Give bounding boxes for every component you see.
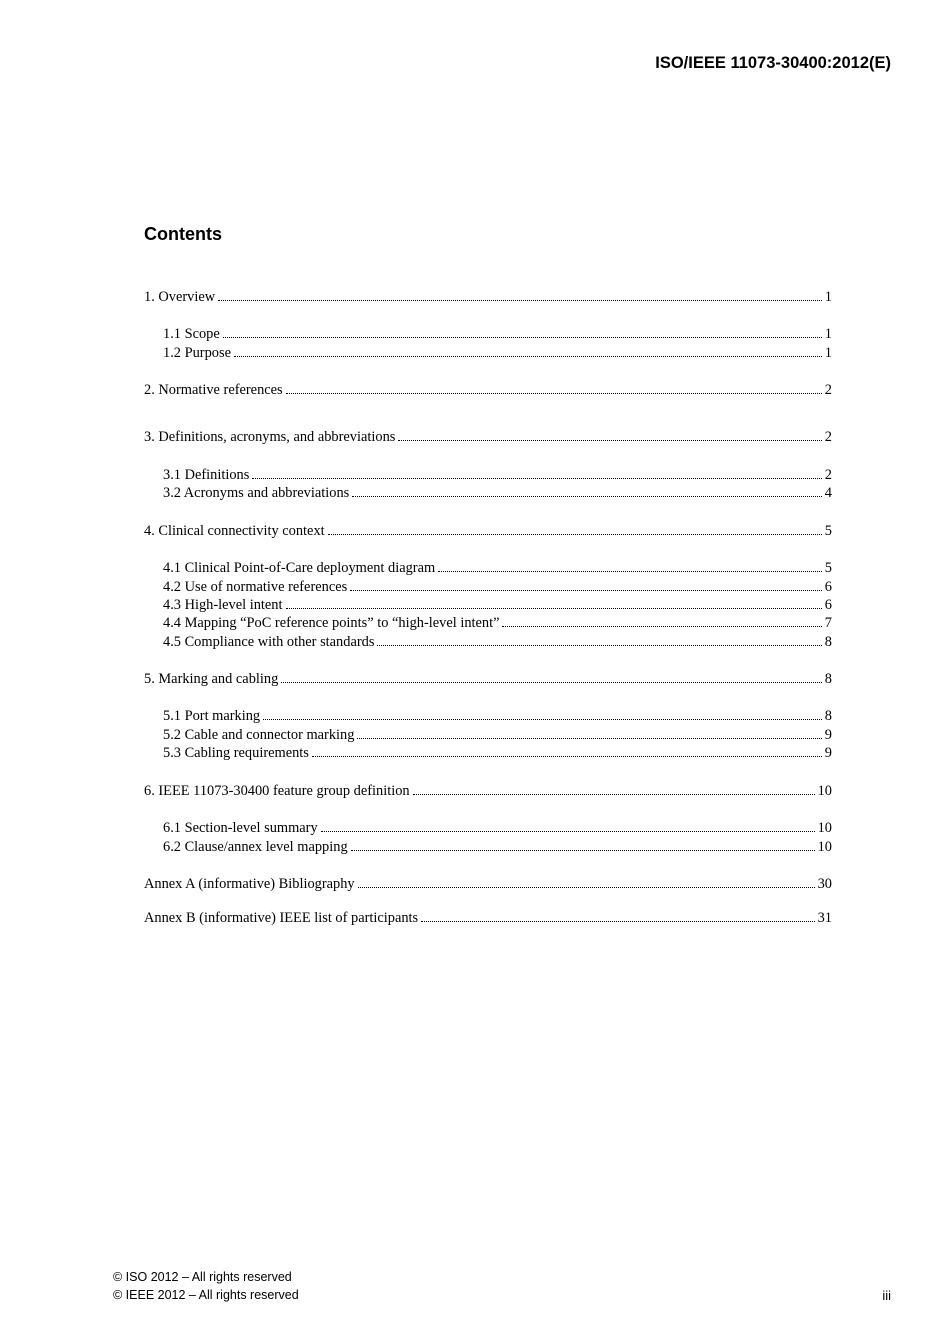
toc-entry-text: 1.1 Scope [163,326,220,342]
toc-entry-page: 6 [824,579,832,595]
toc-entry-text: 5.3 Cabling requirements [163,745,309,761]
toc-entry-text: Annex A (informative) Bibliography [144,876,355,892]
toc-entry-page: 6 [824,597,832,613]
toc-entry[interactable] [163,559,832,577]
toc-entry-text: 4.4 Mapping “PoC reference points” to “high-level intent” [163,615,500,631]
toc-entry-page: 7 [824,615,832,631]
toc-entry-page: 9 [824,745,832,761]
toc-leader-dots [357,738,821,739]
toc-entry-page: 1 [824,289,832,305]
toc-entry-text: 5.1 Port marking [163,708,261,724]
toc-entry-page: 10 [817,783,832,799]
toc-entry-text: 3.2 Acronyms and abbreviations [163,485,350,501]
toc-entry-page: 5 [824,560,832,576]
toc-entry[interactable] [163,726,832,744]
toc-leader-dots [218,300,822,301]
toc-leader-dots [286,393,822,394]
toc-entry[interactable] [144,288,832,306]
toc-entry-page: 2 [824,382,832,398]
toc-leader-dots [312,756,822,757]
toc-entry-page: 1 [824,326,832,342]
toc-entry-page: 8 [824,634,832,650]
toc-entry[interactable] [163,596,832,614]
toc-entry-text: 2. Normative references [144,382,283,398]
toc-entry[interactable] [144,875,832,893]
toc-leader-dots [502,626,821,627]
toc-entry[interactable] [144,782,832,800]
toc-entry-text: 6.1 Section-level summary [163,820,318,836]
toc-entry[interactable] [144,670,832,688]
toc-leader-dots [398,440,821,441]
toc-entry-page: 31 [817,910,832,926]
toc-leader-dots [358,887,815,888]
toc-entry-page: 30 [817,876,832,892]
toc-entry[interactable] [163,578,832,596]
toc-leader-dots [263,719,822,720]
toc-entry[interactable] [163,614,832,632]
toc-entry[interactable] [163,707,832,725]
toc-entry-page: 10 [817,839,832,855]
toc-entry-text: 1. Overview [144,289,216,305]
toc-leader-dots [352,496,822,497]
document-code: ISO/IEEE 11073-30400:2012(E) [655,54,891,72]
toc-leader-dots [281,682,822,683]
toc-entry[interactable] [163,838,832,856]
footer-copyright-ieee: © IEEE 2012 – All rights reserved [113,1288,299,1302]
toc-entry-page: 1 [824,345,832,361]
toc-entry-page: 8 [824,708,832,724]
toc-leader-dots [286,608,822,609]
footer-copyright-iso: © ISO 2012 – All rights reserved [113,1270,292,1284]
toc-leader-dots [377,645,821,646]
toc-entry-page: 9 [824,727,832,743]
toc-entry[interactable] [163,819,832,837]
toc-leader-dots [234,356,822,357]
toc-entry[interactable] [144,909,832,927]
toc-entry-text: 4.3 High-level intent [163,597,283,613]
toc-entry[interactable] [163,325,832,343]
toc-entry-page: 4 [824,485,832,501]
toc-entry-page: 8 [824,671,832,687]
toc-entry[interactable] [163,744,832,762]
toc-entry-text: 4. Clinical connectivity context [144,523,325,539]
toc-entry-text: 1.2 Purpose [163,345,231,361]
toc-leader-dots [328,534,822,535]
toc-entry[interactable] [163,633,832,651]
toc-leader-dots [350,590,822,591]
toc-leader-dots [351,850,815,851]
toc-entry-text: Annex B (informative) IEEE list of participants [144,910,419,926]
toc-entry-page: 5 [824,523,832,539]
toc-entry-text: 3.1 Definitions [163,467,250,483]
toc-entry-text: 3. Definitions, acronyms, and abbreviations [144,429,396,445]
toc-entry[interactable] [144,381,832,399]
toc-entry-text: 5.2 Cable and connector marking [163,727,355,743]
toc-entry-text: 4.1 Clinical Point-of-Care deployment diagram [163,560,436,576]
toc-entry-page: 10 [817,820,832,836]
toc-entry[interactable] [144,522,832,540]
toc-leader-dots [252,478,821,479]
toc-leader-dots [413,794,815,795]
toc-entry[interactable] [163,466,832,484]
toc-entry[interactable] [144,428,832,446]
toc-entry-page: 2 [824,467,832,483]
toc-leader-dots [321,831,815,832]
toc-entry-text: 4.5 Compliance with other standards [163,634,375,650]
toc-entry-text: 6. IEEE 11073-30400 feature group definition [144,783,410,799]
toc-leader-dots [438,571,822,572]
contents-title: Contents [144,224,222,244]
page-number: iii [882,1288,891,1303]
toc-entry-text: 4.2 Use of normative references [163,579,348,595]
toc-entry-page: 2 [824,429,832,445]
toc-entry[interactable] [163,344,832,362]
toc-entry-text: 5. Marking and cabling [144,671,279,687]
toc-entry-text: 6.2 Clause/annex level mapping [163,839,348,855]
toc-entry[interactable] [163,484,832,502]
toc-leader-dots [223,337,822,338]
toc-leader-dots [421,921,814,922]
